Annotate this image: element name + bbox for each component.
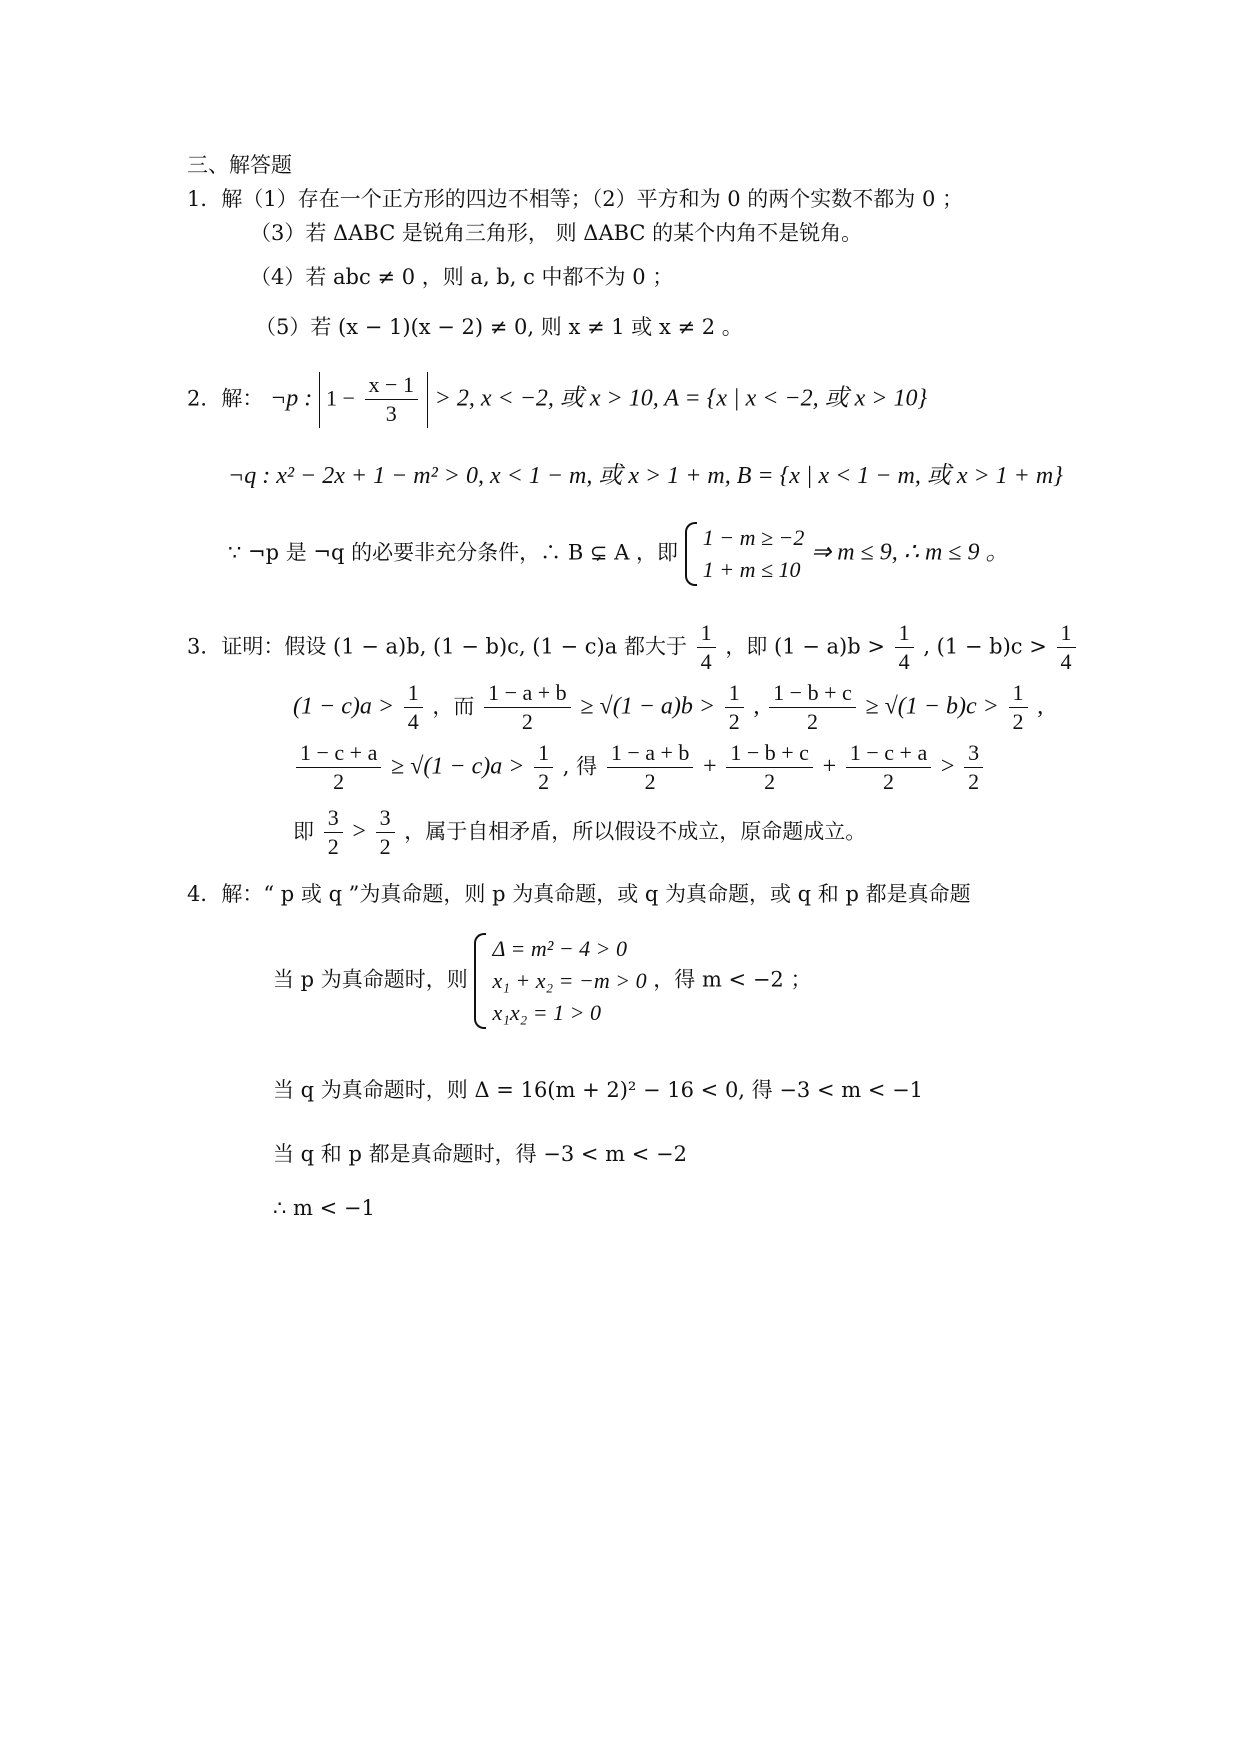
q1-line4: （5）若 (x − 1)(x − 2) ≠ 0, 则 x ≠ 1 或 x ≠ 2 。 bbox=[255, 315, 743, 339]
q3-line1-tail: , (1 − b)c > bbox=[923, 634, 1047, 659]
q3-frac-half: $\frac{1}{2}$ bbox=[1009, 680, 1028, 736]
q3-line1-post: ，即 (1 − a)b > bbox=[725, 634, 885, 659]
q2-label: 2．解： bbox=[187, 386, 264, 411]
q2-line3-post: ⇒ m ≤ 9, ∴ m ≤ 9 。 bbox=[811, 539, 1010, 566]
q3-line2: (1 − c)a > $\frac{1}{4}$ ，而 $\frac{1 - a + b}{2}$ ≥ √(1 − a)b > $\frac{1}{2}$ , $\frac{1 - b + c}{2}$ ≥ √(1 − b)c > $\frac{1}{2}$ , bbox=[293, 680, 1044, 735]
q2-line1-post: > 2, x < −2, 或 x > 10, A = {x | x < −2, 或 x > 10} bbox=[434, 385, 928, 412]
q3-frac-bc: $\frac{1 - b + c}{2}$ bbox=[769, 680, 856, 736]
q3-frac-half: $\frac{1}{2}$ bbox=[534, 740, 553, 796]
q2-line1 bbox=[187, 372, 927, 428]
q3-frac-ca: $\frac{1 - c + a}{2}$ bbox=[296, 740, 381, 796]
q1-line3: （4）若 abc ≠ 0 ，则 a, b, c 中都不为 0 ； bbox=[250, 265, 674, 289]
q4-line3: 当 q 为真命题时，则 Δ = 16(m + 2)² − 16 < 0, 得 −3 < m < −1 bbox=[273, 1078, 924, 1102]
q3-line1 bbox=[187, 620, 1079, 676]
q2-system bbox=[685, 522, 805, 586]
q3-frac-half: $\frac{1}{2}$ bbox=[725, 680, 744, 736]
q4-system-row: Δ = m² − 4 > 0 bbox=[492, 936, 628, 961]
q3-frac-three-halves: $\frac{3}{2}$ bbox=[964, 740, 983, 796]
q3-line3: $\frac{1 - c + a}{2}$ ≥ √(1 − c)a > $\frac{1}{2}$ , 得 $\frac{1 - a + b}{2}$ + $\frac{1 - b + c}{2}$ + $\frac{1 - c + a}{2}$ > $\frac{3}{2}$ bbox=[293, 740, 986, 796]
q2-frac bbox=[365, 372, 418, 428]
q2-system-brace bbox=[685, 522, 697, 586]
q2-abs-value: 1 − $\frac{x - 1}{3}$ bbox=[319, 372, 428, 428]
q4-line2: 当 p 为真命题时，则 Δ = m² − 4 > 0 x₁ + x₂ = −m > 0 x₁x₂ = 1 > 0 ，得 m < −2 ； bbox=[273, 933, 811, 1029]
q2-line3-pre: ∵ ¬p 是 ¬q 的必要非充分条件，∴ B ⊊ A ，即 bbox=[228, 540, 679, 565]
q4-system-row: x₁ + x₂ = −m > 0 bbox=[492, 967, 647, 993]
q2-system-row: 1 − m ≥ −2 bbox=[702, 525, 805, 550]
q4-system-brace bbox=[474, 933, 486, 1029]
q3-line1-pre: 3．证明：假设 (1 − a)b, (1 − b)c, (1 − c)a 都大于 bbox=[187, 634, 687, 659]
q4-system bbox=[474, 933, 646, 1029]
q3-frac-ab: $\frac{1 - a + b}{2}$ bbox=[484, 680, 571, 736]
q3-frac-quarter: $\frac{1}{4}$ bbox=[404, 680, 423, 736]
q4-system-row: x₁x₂ = 1 > 0 bbox=[492, 999, 602, 1025]
q3-frac-ca: $\frac{1 - c + a}{2}$ bbox=[846, 740, 931, 796]
q4-line1: 4．解：“ p 或 q ”为真命题，则 p 为真命题，或 q 为真命题，或 q 和 p 都是真命题 bbox=[187, 882, 971, 906]
section-title: 三、解答题 bbox=[187, 153, 292, 177]
q3-line4: 即 $\frac{3}{2}$ > $\frac{3}{2}$ ，属于自相矛盾，所以假设不成立，原命题成立。 bbox=[293, 805, 867, 860]
q3-frac-three-halves: $\frac{3}{2}$ bbox=[324, 805, 343, 861]
q3-frac-quarter: $\frac{1}{4}$ bbox=[697, 620, 716, 676]
q3-frac-bc: $\frac{1 - b + c}{2}$ bbox=[726, 740, 813, 796]
q3-frac-ab: $\frac{1 - a + b}{2}$ bbox=[607, 740, 694, 796]
q1-line2: （3）若 ΔABC 是锐角三角形， 则 ΔABC 的某个内角不是锐角。 bbox=[250, 221, 863, 245]
q3-frac-quarter: $\frac{1}{4}$ bbox=[1057, 620, 1076, 676]
q1-line1: 1．解（1）存在一个正方形的四边不相等；（2）平方和为 0 的两个实数不都为 0 ； bbox=[187, 187, 964, 211]
q2-line2: ¬q : x² − 2x + 1 − m² > 0, x < 1 − m, 或 x > 1 + m, B = {x | x < 1 − m, 或 x > 1 + m} bbox=[228, 463, 1063, 489]
q2-system-row: 1 + m ≤ 10 bbox=[702, 556, 801, 582]
q2-line3 bbox=[228, 522, 1009, 586]
q2-frac-num: x − 1 bbox=[365, 372, 418, 400]
q4-line4: 当 q 和 p 都是真命题时，得 −3 < m < −2 bbox=[273, 1142, 687, 1166]
q2-frac-den: 3 bbox=[385, 401, 397, 427]
q3-frac-three-halves: $\frac{3}{2}$ bbox=[376, 805, 395, 861]
q2-not-p: ¬p : bbox=[270, 385, 313, 412]
q4-line5: ∴ m < −1 bbox=[273, 1196, 375, 1220]
q3-frac-quarter: $\frac{1}{4}$ bbox=[895, 620, 914, 676]
